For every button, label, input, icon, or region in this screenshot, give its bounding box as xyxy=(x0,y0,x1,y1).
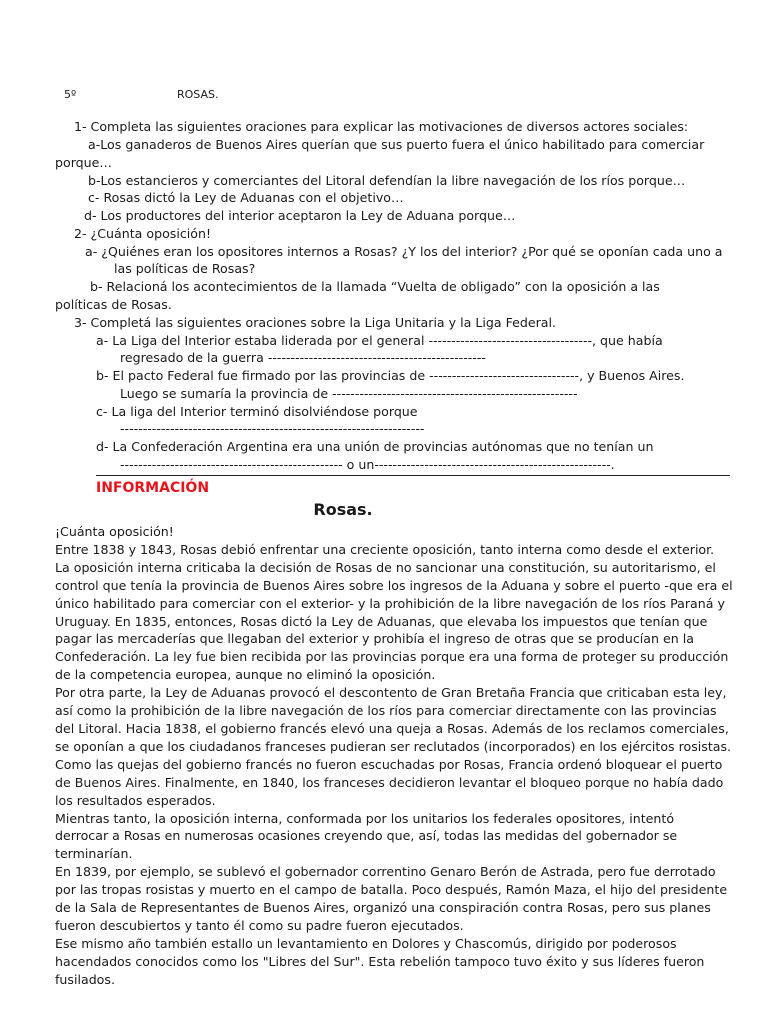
info-line: Por otra parte, la Ley de Aduanas provocó el descontento de Gran Bretaña Francia que criticaban esta ley, xyxy=(55,685,727,701)
activity-1c-line: c- Rosas dictó la Ley de Aduanas con el objetivo… xyxy=(88,190,404,205)
info-line: La oposición interna criticaba la decisión de Rosas de no sancionar una constitución, su autoritarismo, el xyxy=(55,559,716,575)
info-line: Uruguay. En 1835, entonces, Rosas dictó la Ley de Aduanas, que elevaba los impuestos que tenían que xyxy=(55,613,708,629)
activity-3a-line: a- La Liga del Interior estaba liderada por el general ------------------------------------, que había xyxy=(96,333,663,348)
info-line: por las tropas rosistas y muerto en el campo de batalla. Poco después, Ramón Maza, el hijo del presidente xyxy=(55,882,728,898)
info-line: hacendados conocidos como los "Libres del Sur". Esta rebelión tampoco tuvo éxito y sus líderes fueron xyxy=(55,953,705,969)
topic-label: ROSAS. xyxy=(177,88,219,101)
info-line: Entre 1838 y 1843, Rosas debió enfrentar una creciente oposición, tanto interna como desde el exterior. xyxy=(55,541,715,557)
info-line: Confederación. La ley fue bien recibida por las provincias porque era una forma de proteger su producción xyxy=(55,649,729,665)
information-heading: INFORMACIÓN xyxy=(96,480,210,496)
info-line: fueron descubiertos y tanto él como su padre fueron ejecutados. xyxy=(55,917,464,933)
info-line: se oponían a que los ciudadanos franceses pudieran ser reclutados (incorporados) en los ejércitos rosistas. xyxy=(55,738,732,754)
activity-3d-line: d- La Confederación Argentina era una unión de provincias autónomas que no tenían un xyxy=(96,439,654,454)
activity-2b-line-cont: políticas de Rosas. xyxy=(55,297,172,312)
info-line: los resultados esperados. xyxy=(55,792,216,808)
activity-1a-line-cont: porque… xyxy=(55,155,112,170)
activity-2-heading: 2- ¿Cuánta oposición! xyxy=(74,226,212,241)
activity-2b-line: b- Relacioná los acontecimientos de la llamada “Vuelta de obligado” con la oposición a las xyxy=(90,279,660,294)
activity-3d-line-cont: ------------------------------------------------- o un----------------------------------------------------. xyxy=(120,457,615,472)
info-line: control que tenía la provincia de Buenos Aires sobre los ingresos de la Aduana y sobre el puerto -que era el xyxy=(55,577,733,593)
activity-3c-line-cont: ------------------------------------------------------------------- xyxy=(120,421,425,436)
activity-3b-line-cont: Luego se sumaría la provincia de ------------------------------------------------------ xyxy=(120,386,578,401)
activity-2a-line-cont: las políticas de Rosas? xyxy=(114,261,256,276)
info-line: de Buenos Aires. Finalmente, en 1840, los franceses decidieron levantar el bloqueo porque no había dado xyxy=(55,774,724,790)
activity-3c-line: c- La liga del Interior terminó disolviéndose porque xyxy=(96,404,418,419)
info-line: Como las quejas del gobierno francés no fueron escuchadas por Rosas, Francia ordenó bloquear el puerto xyxy=(55,756,723,772)
info-line: terminarían. xyxy=(55,846,133,862)
info-line: Ese mismo año también estallo un levantamiento en Dolores y Chascomús, dirigido por poderosos xyxy=(55,935,677,951)
info-line: derrocar a Rosas en numerosas ocasiones creyendo que, así, todas las medidas del gobernador se xyxy=(55,828,678,844)
activity-1d-line: d- Los productores del interior aceptaron la Ley de Aduana porque… xyxy=(84,208,516,223)
activity-2a-line: a- ¿Quiénes eran los opositores internos a Rosas? ¿Y los del interior? ¿Por qué se oponían cada uno a xyxy=(85,244,723,259)
activity-3b-line: b- El pacto Federal fue firmado por las provincias de ---------------------------------, y Buenos Aires. xyxy=(96,368,685,383)
info-line: así como la prohibición de la libre navegación de los ríos para comerciar directamente con las provincias xyxy=(55,703,717,719)
info-line: único habilitado para comerciar con el exterior- y la prohibición de la libre navegación de los ríos Paraná y xyxy=(55,595,725,611)
info-line: de la Sala de Representantes de Buenos Aires, organizó una conspiración contra Rosas, pero sus planes xyxy=(55,900,711,916)
activity-3a-line-cont: regresado de la guerra ------------------------------------------------ xyxy=(120,350,486,365)
info-line: En 1839, por ejemplo, se sublevó el gobernador correntino Genaro Berón de Astrada, pero fue derrotado xyxy=(55,864,716,880)
info-title: Rosas. xyxy=(313,500,373,519)
activity-1b-line: b-Los estancieros y comerciantes del Litoral defendían la libre navegación de los ríos porque… xyxy=(88,173,686,188)
info-line: ¡Cuánta oposición! xyxy=(55,524,174,539)
info-line: pagar las mercaderías que llegaban del exterior y prohibía el ingreso de otras que se producían en la xyxy=(55,631,694,647)
activity-3-heading: 3- Completá las siguientes oraciones sobre la Liga Unitaria y la Liga Federal. xyxy=(74,315,557,330)
grade-label: 5º xyxy=(64,88,77,101)
activity-1a-line: a-Los ganaderos de Buenos Aires querían que sus puerto fuera el único habilitado para comerciar xyxy=(88,137,705,152)
info-line: del Litoral. Hacia 1838, el gobierno francés elevó una queja a Rosas. Además de los reclamos comerciales, xyxy=(55,720,729,736)
information-body xyxy=(55,523,731,989)
info-line: de la competencia europea, aunque no eliminó la oposición. xyxy=(55,667,436,683)
info-line: fusilados. xyxy=(55,971,115,987)
activity-1-heading: 1- Completa las siguientes oraciones para explicar las motivaciones de diversos actores sociales: xyxy=(74,119,689,134)
section-divider xyxy=(96,475,730,476)
info-line: Mientras tanto, la oposición interna, conformada por los unitarios los federales opositores, intentó xyxy=(55,810,675,826)
